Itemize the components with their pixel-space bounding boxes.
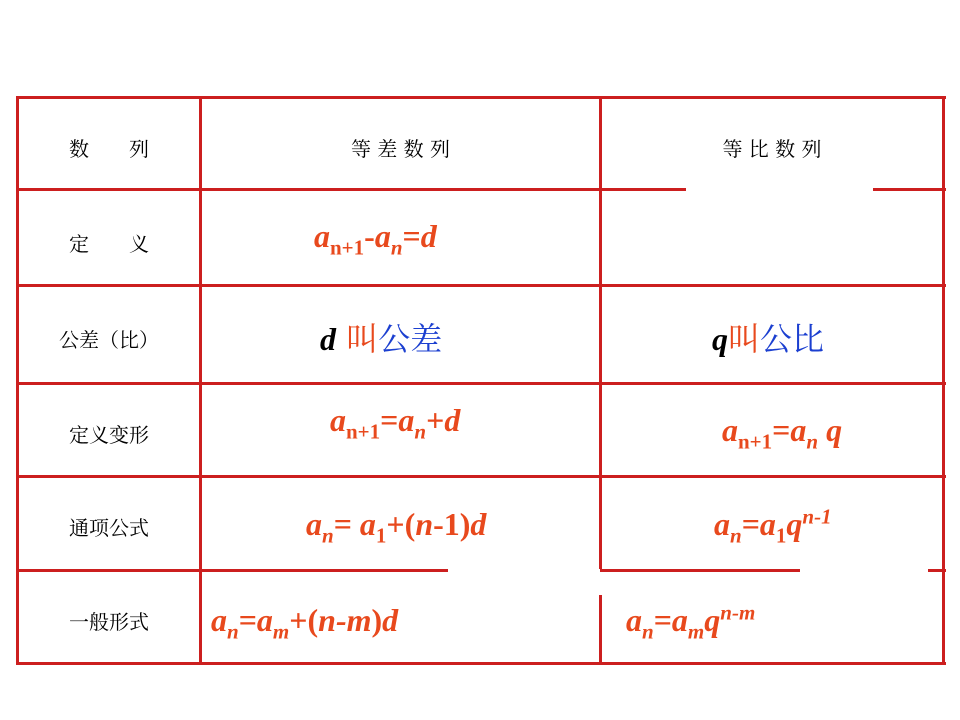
table-border-bottom <box>16 662 946 665</box>
formula-arith-general-form: $a_n=a_m+(n-m)d$ <box>211 602 399 644</box>
formula-geo-recurrence: $a_{n+1}=a_n$ q <box>722 412 843 454</box>
formula-geo-general-form: $a_n=a_mq^{n-m}$ <box>626 600 756 644</box>
row-label-definition-variant: 定义变形 <box>69 423 149 447</box>
row-label-general-term: 通项公式 <box>69 516 149 540</box>
row-label-definition: 定 义 <box>69 232 149 256</box>
column-divider <box>199 96 202 665</box>
row-label-common-difference: 公差（比） <box>59 328 159 352</box>
row-divider <box>16 284 946 287</box>
row-divider <box>873 188 946 191</box>
table-border-left <box>16 96 19 665</box>
row-divider <box>16 569 448 572</box>
header-geometric: 等 比 数 列 <box>722 137 822 161</box>
row-divider <box>16 475 946 478</box>
row-divider <box>16 188 686 191</box>
row-divider <box>16 382 946 385</box>
column-divider <box>599 96 602 569</box>
row-divider <box>600 569 800 572</box>
formula-geo-general-term: $a_n=a_1q^{n-1}$ <box>714 504 832 548</box>
formula-arith-recurrence: $a_{n+1}=a_n+d$ <box>330 402 461 444</box>
row-label-general-form: 一般形式 <box>69 610 149 634</box>
term-geo-common-ratio: q叫公比 <box>712 320 825 358</box>
term-arith-common-difference: d 叫公差 <box>320 320 443 358</box>
formula-arith-general-term: $a_n= a_1+(n-1)d$ <box>306 506 487 548</box>
table-border-top <box>16 96 946 99</box>
header-arithmetic: 等 差 数 列 <box>350 137 451 161</box>
table-border-right <box>942 96 945 665</box>
header-sequence: 数 列 <box>69 137 149 161</box>
formula-arith-definition: $a_{n+1}-a_n=d$ <box>314 218 437 260</box>
column-divider <box>599 595 602 665</box>
